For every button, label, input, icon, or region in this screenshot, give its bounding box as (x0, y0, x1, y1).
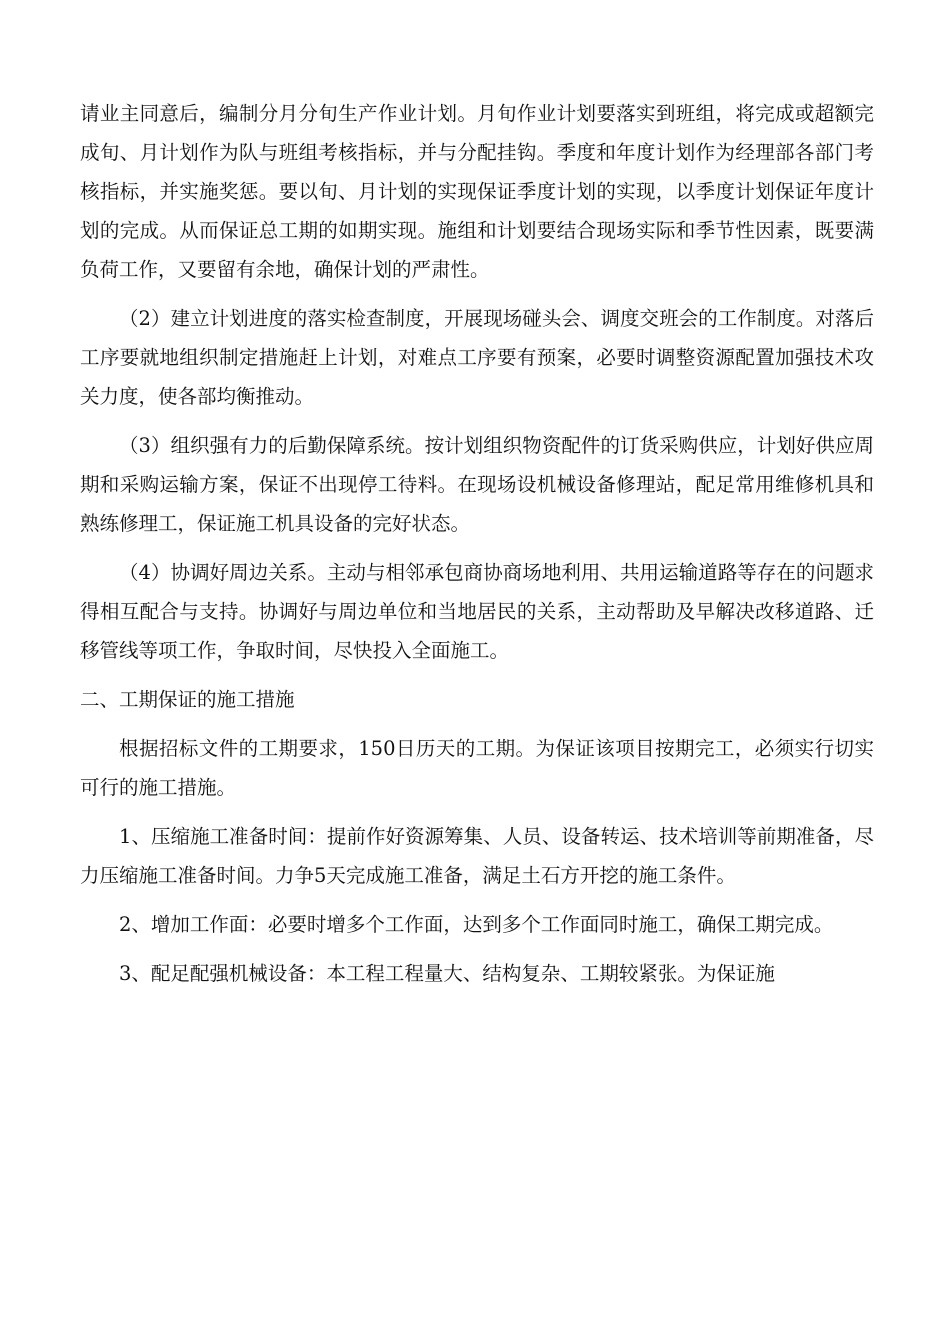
paragraph-measure-3-equipment: 3、配足配强机械设备：本工程工程量大、结构复杂、工期较紧张。为保证施 (119, 962, 775, 985)
document-page (80, 94, 874, 1003)
paragraph-item-2-inspection-system: （2）建立计划进度的落实检查制度，开展现场碰头会、调度交班会的工作制度。对落后工序要就地组织制定措施赶上计划，对难点工序要有预案，必要时调整资源配置加强技术攻关力度，使各部均衡推动。 (80, 307, 874, 408)
paragraph-measure-1-preparation: 1、压缩施工准备时间：提前作好资源筹集、人员、设备转运、技术培训等前期准备，尽力压缩施工准备时间。力争5天完成施工准备，满足土石方开挖的施工条件。 (80, 825, 874, 887)
paragraph-measure-2-work-faces: 2、增加工作面：必要时增多个工作面，达到多个工作面同时施工，确保工期完成。 (119, 913, 834, 936)
paragraph-item-4-coordination: （4）协调好周边关系。主动与相邻承包商协商场地利用、共用运输道路等存在的问题求得相互配合与支持。协调好与周边单位和当地居民的关系，主动帮助及早解决改移道路、迁移管线等项工作，争取时间，尽快投入全面施工。 (80, 561, 874, 662)
paragraph-item-3-logistics: （3）组织强有力的后勤保障系统。按计划组织物资配件的订货采购供应，计划好供应周期和采购运输方案，保证不出现停工待料。在现场设机械设备修理站，配足常用维修机具和熟练修理工，保证施工机具设备的完好状态。 (80, 434, 874, 535)
paragraph-tender-schedule: 根据招标文件的工期要求，150日历天的工期。为保证该项目按期完工，必须实行切实可行的施工措施。 (80, 737, 874, 799)
paragraph-continued-plan: 请业主同意后，编制分月分旬生产作业计划。月旬作业计划要落实到班组，将完成或超额完成旬、月计划作为队与班组考核指标，并与分配挂钩。季度和年度计划作为经理部各部门考核指标，并实施奖惩。要以旬、月计划的实现保证季度计划的实现，以季度计划保证年度计划的完成。从而保证总工期的如期实现。施组和计划要结合现场实际和季节性因素，既要满负荷工作，又要留有余地，确保计划的严肃性。 (80, 102, 874, 281)
section-heading-schedule-measures: 二、工期保证的施工措施 (80, 688, 295, 711)
